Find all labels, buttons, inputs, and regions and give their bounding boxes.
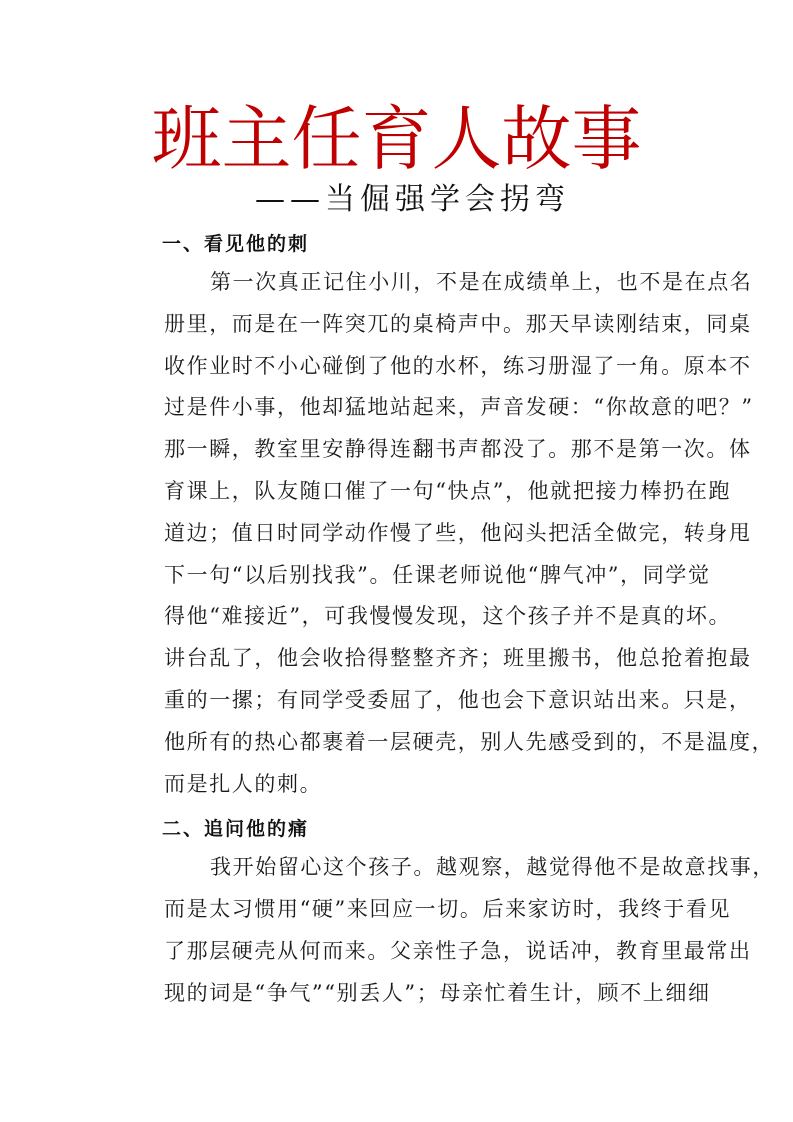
paragraph (118, 847, 775, 1014)
text-line: 第一次真正记住小川，不是在成绩单上，也不是在点名 (210, 270, 753, 294)
text-line: 过是件小事，他却猛地站起来，声音发硬：“你故意的吧？” (164, 395, 754, 420)
text-line: 而是太习惯用“硬”来回应一切。后来家访时，我终于看见 (164, 897, 732, 922)
text-line: 那一瞬，教室里安静得连翻书声都没了。那不是第一次。体 (164, 437, 752, 462)
text-line: 他所有的热心都裹着一层硬壳，别人先感受到的，不是温度， (164, 729, 775, 754)
document-subtitle: ——当倔强学会拐弯 (255, 182, 570, 217)
text-line: 重的一摞；有同学受委屈了，他也会下意识站出来。只是， (164, 687, 752, 712)
section-1 (118, 226, 775, 805)
text-line: 下一句“以后别找我”。任课老师说他“脾气冲”，同学觉 (164, 562, 711, 587)
section-2 (118, 811, 775, 1014)
document-body (118, 226, 775, 1015)
paragraph (118, 262, 775, 805)
text-line: 讲台乱了，他会收拾得整整齐齐；班里搬书，他总抢着抱最 (164, 646, 752, 671)
section-heading: 一、看见他的刺 (162, 233, 310, 255)
text-line: 收作业时不小心碰倒了他的水杯，练习册湿了一角。原本不 (164, 353, 752, 378)
text-line: 册里，而是在一阵突兀的桌椅声中。那天早读刚结束，同桌 (164, 311, 752, 336)
text-line: 道边；值日时同学动作慢了些，他闷头把活全做完，转身甩 (164, 520, 752, 545)
text-line: 育课上，队友随口催了一句“快点”，他就把接力棒扔在跑 (164, 478, 732, 503)
section-heading: 二、追问他的痛 (162, 818, 310, 841)
text-line: 得他“难接近”，可我慢慢发现，这个孩子并不是真的坏。 (164, 604, 732, 629)
text-line: 现的词是“争气”“别丢人”；母亲忙着生计，顾不上细细 (164, 980, 711, 1005)
text-line: 我开始留心这个孩子。越观察，越觉得他不是故意找事， (210, 855, 775, 880)
text-line: 而是扎人的刺。 (164, 771, 323, 796)
text-line: 了那层硬壳从何而来。父亲性子急，说话冲，教育里最常出 (164, 938, 752, 963)
document-title: 班主任育人故事 (151, 98, 642, 180)
